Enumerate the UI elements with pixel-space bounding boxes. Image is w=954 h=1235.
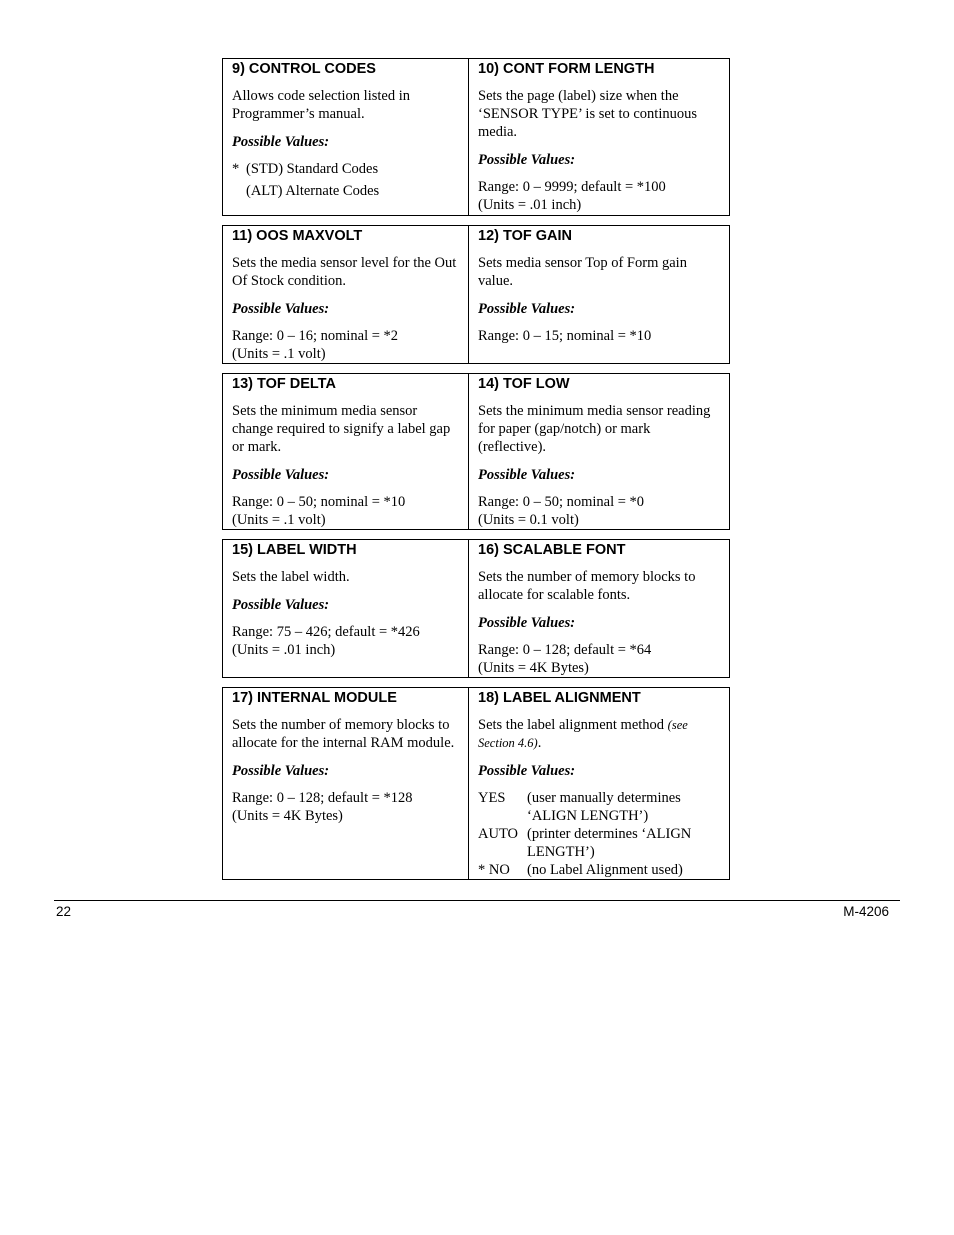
units-text: (Units = .1 volt) <box>232 512 326 528</box>
range-text: Range: 0 – 50; nominal = *0 <box>478 494 645 510</box>
range-text: Range: 0 – 128; default = *64 <box>478 642 652 658</box>
possible-values-label: Possible Values: <box>478 763 576 779</box>
section-description: Allows code selection listed in Programmer’s manual. <box>232 88 410 122</box>
section-label-alignment <box>469 688 729 879</box>
range-text: Range: 0 – 16; nominal = *2 <box>232 328 399 344</box>
option-key: AUTO <box>478 826 519 842</box>
row-15-16 <box>222 539 730 678</box>
possible-values-label: Possible Values: <box>478 467 576 483</box>
section-title: 14) TOF LOW <box>478 376 570 392</box>
option-description: (printer determines ‘ALIGN LENGTH’) <box>527 826 692 860</box>
section-title: 9) CONTROL CODES <box>232 61 376 77</box>
section-description: Sets the label width. <box>232 569 350 585</box>
section-description: Sets the minimum media sensor change required to signify a label gap or mark. <box>232 403 451 455</box>
range-text: Range: 0 – 128; default = *128 <box>232 790 413 806</box>
row-17-18 <box>222 687 730 880</box>
footer-divider <box>54 900 900 901</box>
units-text: (Units = 4K Bytes) <box>478 660 589 676</box>
page-number: 22 <box>56 904 72 919</box>
section-scalable-font <box>469 540 729 677</box>
range-text: Range: 0 – 15; nominal = *10 <box>478 328 652 344</box>
section-reference: (see Section 4.6) <box>478 718 688 750</box>
section-description: Sets media sensor Top of Form gain value. <box>478 255 687 289</box>
section-label-width <box>223 540 469 677</box>
option-description: (no Label Alignment used) <box>527 862 683 878</box>
section-description: Sets the number of memory blocks to allocate for scalable fonts. <box>478 569 696 603</box>
section-title: 12) TOF GAIN <box>478 228 572 244</box>
section-control-codes <box>223 59 469 215</box>
possible-values-label: Possible Values: <box>232 134 330 150</box>
possible-values-label: Possible Values: <box>478 301 576 317</box>
row-13-14 <box>222 373 730 530</box>
section-cont-form-length <box>469 59 729 215</box>
range-text: Range: 75 – 426; default = *426 <box>232 624 420 640</box>
section-oos-maxvolt <box>223 226 469 363</box>
range-text: Range: 0 – 50; nominal = *10 <box>232 494 406 510</box>
possible-values-label: Possible Values: <box>232 467 330 483</box>
possible-values-label: Possible Values: <box>232 301 330 317</box>
section-title: 18) LABEL ALIGNMENT <box>478 690 641 706</box>
possible-values-label: Possible Values: <box>478 152 576 168</box>
option-item <box>232 160 460 178</box>
section-description: Sets the number of memory blocks to allocate for the internal RAM module. <box>232 717 455 751</box>
option-key: * NO <box>478 862 510 878</box>
default-marker: * <box>232 161 240 177</box>
units-text: (Units = 0.1 volt) <box>478 512 579 528</box>
possible-values-label: Possible Values: <box>232 763 330 779</box>
alignment-option <box>478 825 721 861</box>
option-text: (ALT) Alternate Codes <box>246 183 380 199</box>
possible-values-label: Possible Values: <box>478 615 576 631</box>
units-text: (Units = 4K Bytes) <box>232 808 343 824</box>
section-description <box>478 716 721 752</box>
description-text: Sets the label alignment method <box>478 717 665 733</box>
section-title: 13) TOF DELTA <box>232 376 336 392</box>
section-title: 15) LABEL WIDTH <box>232 542 357 558</box>
option-text: (STD) Standard Codes <box>246 161 379 177</box>
row-9-10 <box>222 58 730 216</box>
possible-values-label: Possible Values: <box>232 597 330 613</box>
section-description: Sets the minimum media sensor reading for paper (gap/notch) or mark (reflective). <box>478 403 711 455</box>
description-end: . <box>537 735 542 751</box>
units-text: (Units = .01 inch) <box>232 642 336 658</box>
option-key: YES <box>478 790 506 806</box>
range-text: Range: 0 – 9999; default = *100 <box>478 179 666 195</box>
section-description: Sets the media sensor level for the Out Of Stock condition. <box>232 255 457 289</box>
alignment-option <box>478 789 721 825</box>
option-description: (user manually determines ‘ALIGN LENGTH’) <box>527 790 681 824</box>
section-title: 16) SCALABLE FONT <box>478 542 626 558</box>
document-id: M-4206 <box>843 904 889 919</box>
row-11-12 <box>222 225 730 364</box>
section-tof-delta <box>223 374 469 529</box>
units-text: (Units = .01 inch) <box>478 197 582 213</box>
units-text: (Units = .1 volt) <box>232 346 326 362</box>
section-tof-low <box>469 374 729 529</box>
section-tof-gain <box>469 226 729 363</box>
alignment-option <box>478 861 721 879</box>
section-title: 11) OOS MAXVOLT <box>232 228 363 244</box>
section-description: Sets the page (label) size when the ‘SENSOR TYPE’ is set to continuous media. <box>478 88 697 140</box>
option-item <box>232 182 460 200</box>
section-internal-module <box>223 688 469 879</box>
section-title: 17) INTERNAL MODULE <box>232 690 397 706</box>
section-title: 10) CONT FORM LENGTH <box>478 61 655 77</box>
